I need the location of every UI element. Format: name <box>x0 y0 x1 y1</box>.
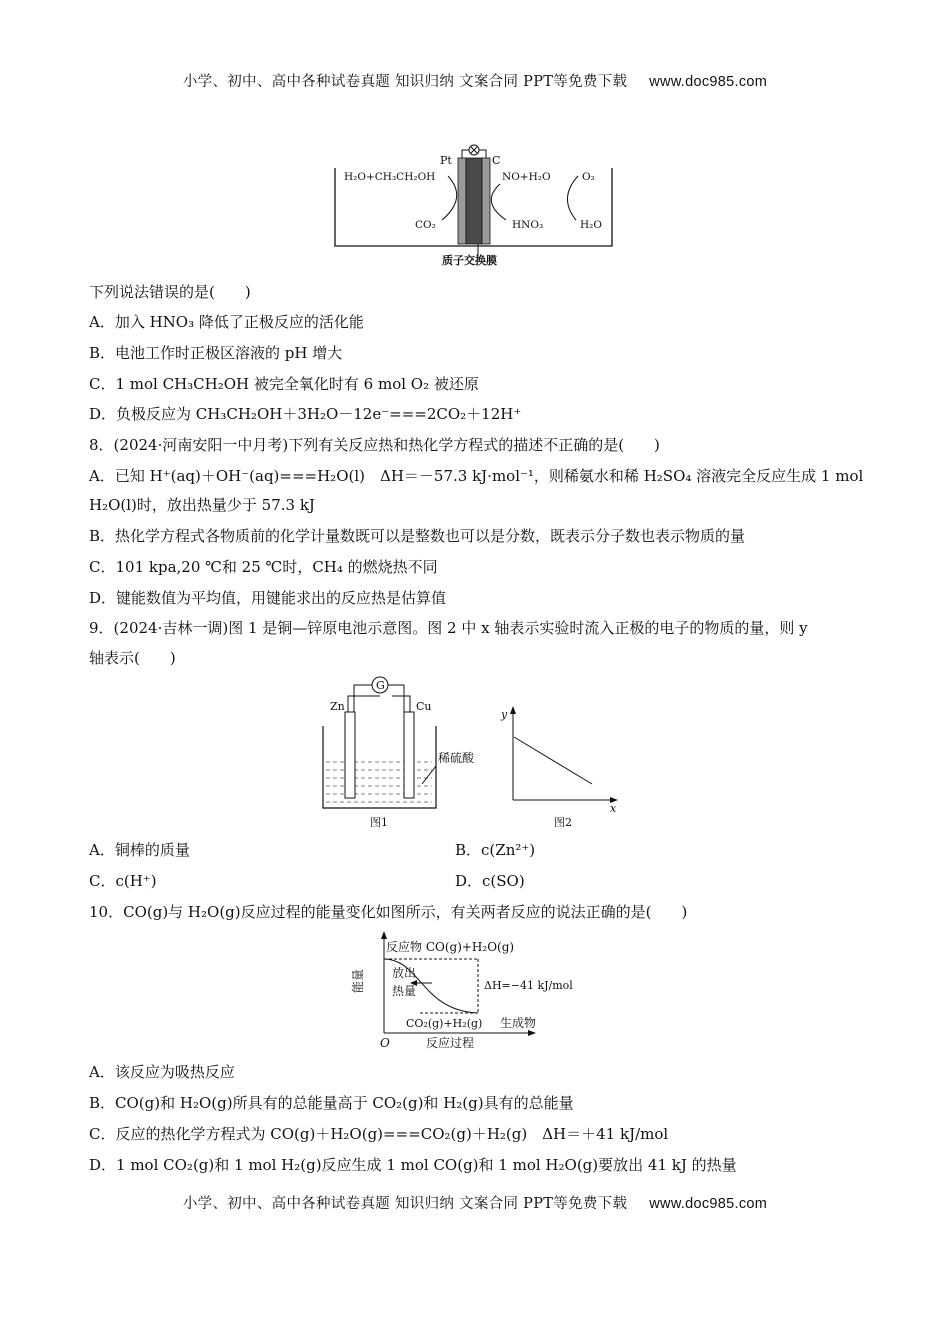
q7-option-b: B．电池工作时正极区溶液的 pH 增大 <box>89 344 343 362</box>
page-header <box>0 70 950 91</box>
reactant-label: 反应物 CO(g)+H₂O(g) <box>386 940 515 954</box>
q10-option-c: C．反应的热化学方程式为 CO(g)＋H₂O(g)===CO₂(g)＋H₂(g) ΔH＝＋41 kJ/mol <box>89 1125 669 1143</box>
q9-option-a: A．铜棒的质量 <box>89 841 190 859</box>
q9-stem-line1: 9．(2024·吉林一调)图 1 是铜—锌原电池示意图。图 2 中 x 轴表示实验时流入正极的电子的物质的量，则 y <box>89 619 808 637</box>
y-axis-label: y <box>501 708 508 721</box>
g-label: G <box>376 679 385 692</box>
zn-electrode <box>345 712 355 798</box>
products-label: CO₂(g)+H₂(g) <box>406 1017 483 1030</box>
cu-zn-cell-figure <box>318 674 628 834</box>
fuel-cell-figure <box>330 140 620 268</box>
energy-diagram <box>351 927 590 1053</box>
q7-stem: 下列说法错误的是( ) <box>89 283 251 301</box>
left-bottom-label: CO₂ <box>415 219 436 231</box>
footer-text: 小学、初中、高中各种试卷真题 知识归纳 文案合同 PPT等免费下载 <box>182 1196 628 1212</box>
cu-label: Cu <box>416 700 432 713</box>
q8-option-b: B．热化学方程式各物质前的化学计量数既可以是整数也可以是分数，既表示分子数也表示物质的量 <box>89 527 746 545</box>
origin-label: O <box>380 1036 390 1050</box>
q10-stem: 10．CO(g)与 H₂O(g)反应过程的能量变化如图所示，有关两者反应的说法正确的是( ) <box>89 903 688 921</box>
fig1-caption: 图1 <box>370 816 388 829</box>
pt-electrode <box>458 158 466 244</box>
right-bottom-label: H₂O <box>580 219 602 231</box>
membrane-caption: 质子交换膜 <box>442 254 497 267</box>
q8-option-a-line1: A．已知 H⁺(aq)＋OH⁻(aq)===H₂O(l) ΔH＝－57.3 kJ·mol⁻¹，则稀氨水和稀 H₂SO₄ 溶液完全反应生成 1 mol <box>89 467 864 485</box>
c-label: C <box>492 154 501 167</box>
pt-label: Pt <box>440 154 452 167</box>
q10-option-d: D．1 mol CO₂(g)和 1 mol H₂(g)反应生成 1 mol CO(g)和 1 mol H₂O(g)要放出 41 kJ 的热量 <box>89 1156 737 1174</box>
cu-electrode <box>404 712 414 798</box>
q8-option-c: C．101 kpa,20 ℃和 25 ℃时，CH₄ 的燃烧热不同 <box>89 558 438 576</box>
acid-label: 稀硫酸 <box>438 751 475 765</box>
q8-option-a-line2: H₂O(l)时，放出热量少于 57.3 kJ <box>89 496 315 514</box>
delta-h-label: ΔH=−41 kJ/mol <box>484 979 573 992</box>
q8-stem: 8．(2024·河南安阳一中月考)下列有关反应热和热化学方程式的描述不正确的是( ) <box>89 436 660 454</box>
q8-option-d: D．键能数值为平均值，用键能求出的反应热是估算值 <box>89 589 447 607</box>
footer-url[interactable]: www.doc985.com <box>649 1196 768 1212</box>
x-axis-label: x <box>610 802 617 815</box>
q9-option-b: B．c(Zn²⁺) <box>455 841 536 859</box>
c-electrode <box>482 158 490 244</box>
header-text: 小学、初中、高中各种试卷真题 知识归纳 文案合同 PPT等免费下载 <box>182 74 628 90</box>
fig2-line <box>514 737 592 784</box>
release-label-2: 热量 <box>392 984 417 998</box>
right-top-label: O₂ <box>582 171 595 183</box>
fig2-caption: 图2 <box>554 816 572 829</box>
release-label-1: 放出 <box>392 966 417 980</box>
q10-option-a: A．该反应为吸热反应 <box>89 1063 235 1081</box>
left-arrow-curve <box>442 176 457 220</box>
q9-option-d: D．c(SO) <box>455 872 525 890</box>
q9-option-c: C．c(H⁺) <box>89 872 157 890</box>
mid-arrow-curve <box>491 184 506 220</box>
membrane <box>466 158 482 244</box>
q10-option-b: B．CO(g)和 H₂O(g)所具有的总能量高于 CO₂(g)和 H₂(g)具有的总能量 <box>89 1094 574 1112</box>
zn-label: Zn <box>330 700 345 713</box>
y-axis-label: 能量 <box>351 968 365 993</box>
q7-option-d: D．负极反应为 CH₃CH₂OH＋3H₂O－12e⁻===2CO₂＋12H⁺ <box>89 405 522 423</box>
left-top-label: H₂O+CH₃CH₂OH <box>344 171 436 183</box>
right-arrow-curve <box>567 176 578 220</box>
q7-option-a: A．加入 HNO₃ 降低了正极反应的活化能 <box>89 313 364 331</box>
mid-top-label: NO+H₂O <box>502 171 551 183</box>
page-footer <box>0 1192 950 1213</box>
q9-stem-line2: 轴表示( ) <box>89 649 176 667</box>
q7-option-c: C．1 mol CH₃CH₂OH 被完全氧化时有 6 mol O₂ 被还原 <box>89 375 479 393</box>
mid-bottom-label: HNO₃ <box>512 219 544 231</box>
product-label: 生成物 <box>500 1016 537 1030</box>
header-url[interactable]: www.doc985.com <box>649 74 768 90</box>
x-axis-label: 反应过程 <box>426 1036 475 1050</box>
